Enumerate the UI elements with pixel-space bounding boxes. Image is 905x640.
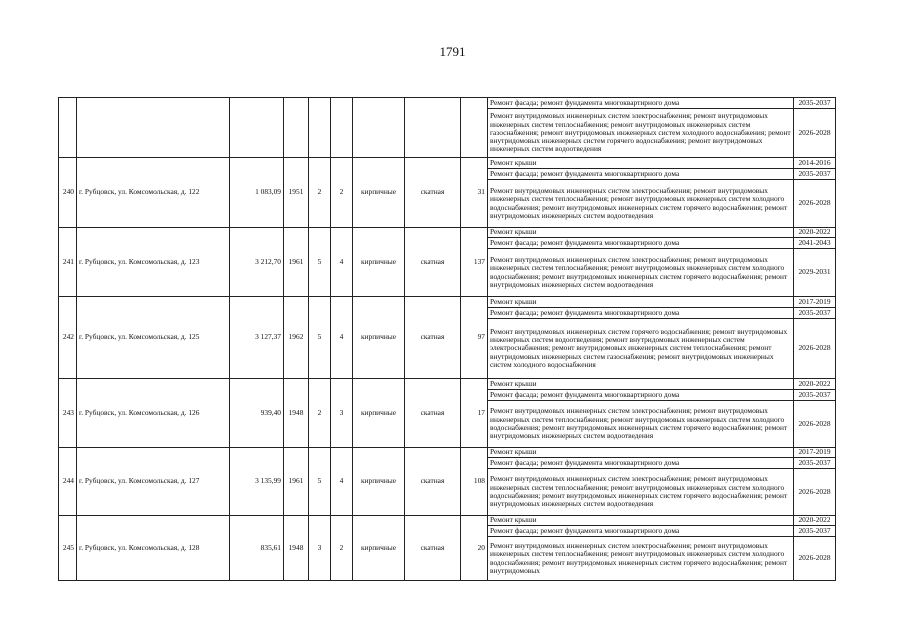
flats-count: 97 [461, 297, 488, 379]
work-period: 2041-2043 [794, 238, 836, 249]
house-area: 3 127,37 [230, 297, 284, 379]
work-period: 2017-2019 [794, 448, 836, 458]
flats-count: 31 [461, 158, 488, 228]
house-year: 1961 [284, 448, 309, 516]
table-row [59, 297, 836, 308]
work-description: Ремонт крыши [488, 297, 794, 308]
house-area: 939,40 [230, 379, 284, 448]
house-address: г. Рубцовск, ул. Комсомольская, д. 123 [77, 228, 230, 297]
house-number: 241 [59, 228, 77, 297]
house-entrances: 4 [331, 297, 353, 379]
work-description: Ремонт внутридомовых инженерных систем электроснабжения; ремонт внутридомовых инженерных систем теплоснабжения; ремонт внутридомовых инженерных систем холодного водоснабжения; ремонт внутридомовых инженерных систем горячего водоснабжения; ремонт внутридомовых инженерных систем водоотведения [488, 401, 794, 448]
house-address: г. Рубцовск, ул. Комсомольская, д. 127 [77, 448, 230, 516]
house-area: 835,61 [230, 516, 284, 581]
house-area: 3 135,99 [230, 448, 284, 516]
work-period: 2035-2037 [794, 98, 836, 109]
work-period: 2020-2022 [794, 228, 836, 238]
work-description: Ремонт крыши [488, 516, 794, 526]
house-number: 244 [59, 448, 77, 516]
work-description: Ремонт внутридомовых инженерных систем электроснабжения; ремонт внутридомовых инженерных систем теплоснабжения; ремонт внутридомовых инженерных систем газоснабжения; ремонт внутридомовых инженерных систем холодного водоснабжения; ремонт внутридомовых инженерных систем горячего водоснабжения; ремонт внутридомовых инженерных систем водоотведения [488, 109, 794, 158]
work-description: Ремонт фасада; ремонт фундамента многоквартирного дома [488, 169, 794, 180]
house-area: 1 083,09 [230, 158, 284, 228]
house-year: 1948 [284, 516, 309, 581]
work-description: Ремонт крыши [488, 158, 794, 169]
table-row [59, 379, 836, 390]
flats-count: 137 [461, 228, 488, 297]
house-year [284, 98, 309, 158]
wall-material: кирпичные [353, 158, 405, 228]
work-description: Ремонт крыши [488, 448, 794, 458]
work-period: 2035-2037 [794, 458, 836, 469]
house-address: г. Рубцовск, ул. Комсомольская, д. 125 [77, 297, 230, 379]
flats-count [461, 98, 488, 158]
work-description: Ремонт крыши [488, 379, 794, 390]
house-floors: 5 [309, 297, 331, 379]
table-row [59, 158, 836, 169]
house-floors: 5 [309, 448, 331, 516]
roof-type: скатная [405, 228, 461, 297]
work-description: Ремонт фасада; ремонт фундамента многоквартирного дома [488, 98, 794, 109]
table-row [59, 98, 836, 109]
table-row [59, 448, 836, 458]
roof-type: скатная [405, 448, 461, 516]
roof-type: скатная [405, 379, 461, 448]
flats-count: 17 [461, 379, 488, 448]
wall-material: кирпичные [353, 228, 405, 297]
roof-type: скатная [405, 297, 461, 379]
page-number: 1791 [439, 44, 466, 59]
wall-material: кирпичные [353, 297, 405, 379]
work-period: 2026-2028 [794, 180, 836, 228]
house-address: г. Рубцовск, ул. Комсомольская, д. 122 [77, 158, 230, 228]
work-description: Ремонт фасада; ремонт фундамента многоквартирного дома [488, 308, 794, 319]
work-period: 2035-2037 [794, 308, 836, 319]
work-period: 2020-2022 [794, 379, 836, 390]
work-period: 2035-2037 [794, 390, 836, 401]
work-description: Ремонт фасада; ремонт фундамента многоквартирного дома [488, 390, 794, 401]
roof-type: скатная [405, 158, 461, 228]
house-area: 3 212,70 [230, 228, 284, 297]
house-address [77, 98, 230, 158]
house-year: 1962 [284, 297, 309, 379]
work-description: Ремонт внутридомовых инженерных систем электроснабжения; ремонт внутридомовых инженерных систем теплоснабжения; ремонт внутридомовых инженерных систем холодного водоснабжения; ремонт внутридомовых инженерных систем горячего водоснабжения; ремонт внутридомовых [488, 537, 794, 581]
table-body [59, 98, 836, 581]
flats-count: 108 [461, 448, 488, 516]
house-address: г. Рубцовск, ул. Комсомольская, д. 128 [77, 516, 230, 581]
house-year: 1951 [284, 158, 309, 228]
work-description: Ремонт внутридомовых инженерных систем горячего водоснабжения; ремонт внутридомовых инженерных систем водоотведения; ремонт внутридомовых инженерных систем электроснабжения; ремонт внутридомовых инженерных систем теплоснабжения; ремонт внутридомовых инженерных систем газоснабжения; ремонт внутридомовых инженерных систем холодного водоснабжения [488, 319, 794, 379]
house-number: 242 [59, 297, 77, 379]
house-area [230, 98, 284, 158]
work-description: Ремонт крыши [488, 228, 794, 238]
house-entrances: 3 [331, 379, 353, 448]
work-description: Ремонт внутридомовых инженерных систем электроснабжения; ремонт внутридомовых инженерных систем теплоснабжения; ремонт внутридомовых инженерных систем холодного водоснабжения; ремонт внутридомовых инженерных систем горячего водоснабжения; ремонт внутридомовых инженерных систем водоотведения [488, 249, 794, 297]
work-period: 2014-2016 [794, 158, 836, 169]
work-description: Ремонт фасада; ремонт фундамента многоквартирного дома [488, 458, 794, 469]
house-entrances: 2 [331, 158, 353, 228]
flats-count: 20 [461, 516, 488, 581]
work-period: 2026-2028 [794, 319, 836, 379]
house-floors: 2 [309, 158, 331, 228]
house-number: 243 [59, 379, 77, 448]
work-description: Ремонт фасада; ремонт фундамента многоквартирного дома [488, 526, 794, 537]
house-entrances: 4 [331, 448, 353, 516]
work-period: 2020-2022 [794, 516, 836, 526]
house-entrances: 4 [331, 228, 353, 297]
work-period: 2026-2028 [794, 401, 836, 448]
work-period: 2026-2028 [794, 537, 836, 581]
wall-material: кирпичные [353, 516, 405, 581]
house-year: 1961 [284, 228, 309, 297]
repair-schedule-table [58, 97, 836, 581]
house-year: 1948 [284, 379, 309, 448]
work-period: 2035-2037 [794, 169, 836, 180]
house-floors: 2 [309, 379, 331, 448]
wall-material: кирпичные [353, 379, 405, 448]
table-row [59, 228, 836, 238]
work-description: Ремонт фасада; ремонт фундамента многоквартирного дома [488, 238, 794, 249]
roof-type [405, 98, 461, 158]
work-period: 2029-2031 [794, 249, 836, 297]
house-entrances [331, 98, 353, 158]
house-address: г. Рубцовск, ул. Комсомольская, д. 126 [77, 379, 230, 448]
table-row [59, 516, 836, 526]
house-entrances: 2 [331, 516, 353, 581]
work-description: Ремонт внутридомовых инженерных систем электроснабжения; ремонт внутридомовых инженерных систем теплоснабжения; ремонт внутридомовых инженерных систем холодного водоснабжения; ремонт внутридомовых инженерных систем горячего водоснабжения; ремонт внутридомовых инженерных систем водоотведения [488, 180, 794, 228]
house-floors: 5 [309, 228, 331, 297]
work-period: 2017-2019 [794, 297, 836, 308]
wall-material: кирпичные [353, 448, 405, 516]
work-description: Ремонт внутридомовых инженерных систем электроснабжения; ремонт внутридомовых инженерных систем теплоснабжения; ремонт внутридомовых инженерных систем холодного водоснабжения; ремонт внутридомовых инженерных систем горячего водоснабжения; ремонт внутридомовых инженерных систем водоотведения [488, 469, 794, 516]
house-floors [309, 98, 331, 158]
roof-type: скатная [405, 516, 461, 581]
house-number: 240 [59, 158, 77, 228]
work-period: 2035-2037 [794, 526, 836, 537]
house-floors: 3 [309, 516, 331, 581]
house-number [59, 98, 77, 158]
work-period: 2026-2028 [794, 469, 836, 516]
work-period: 2026-2028 [794, 109, 836, 158]
house-number: 245 [59, 516, 77, 581]
wall-material [353, 98, 405, 158]
